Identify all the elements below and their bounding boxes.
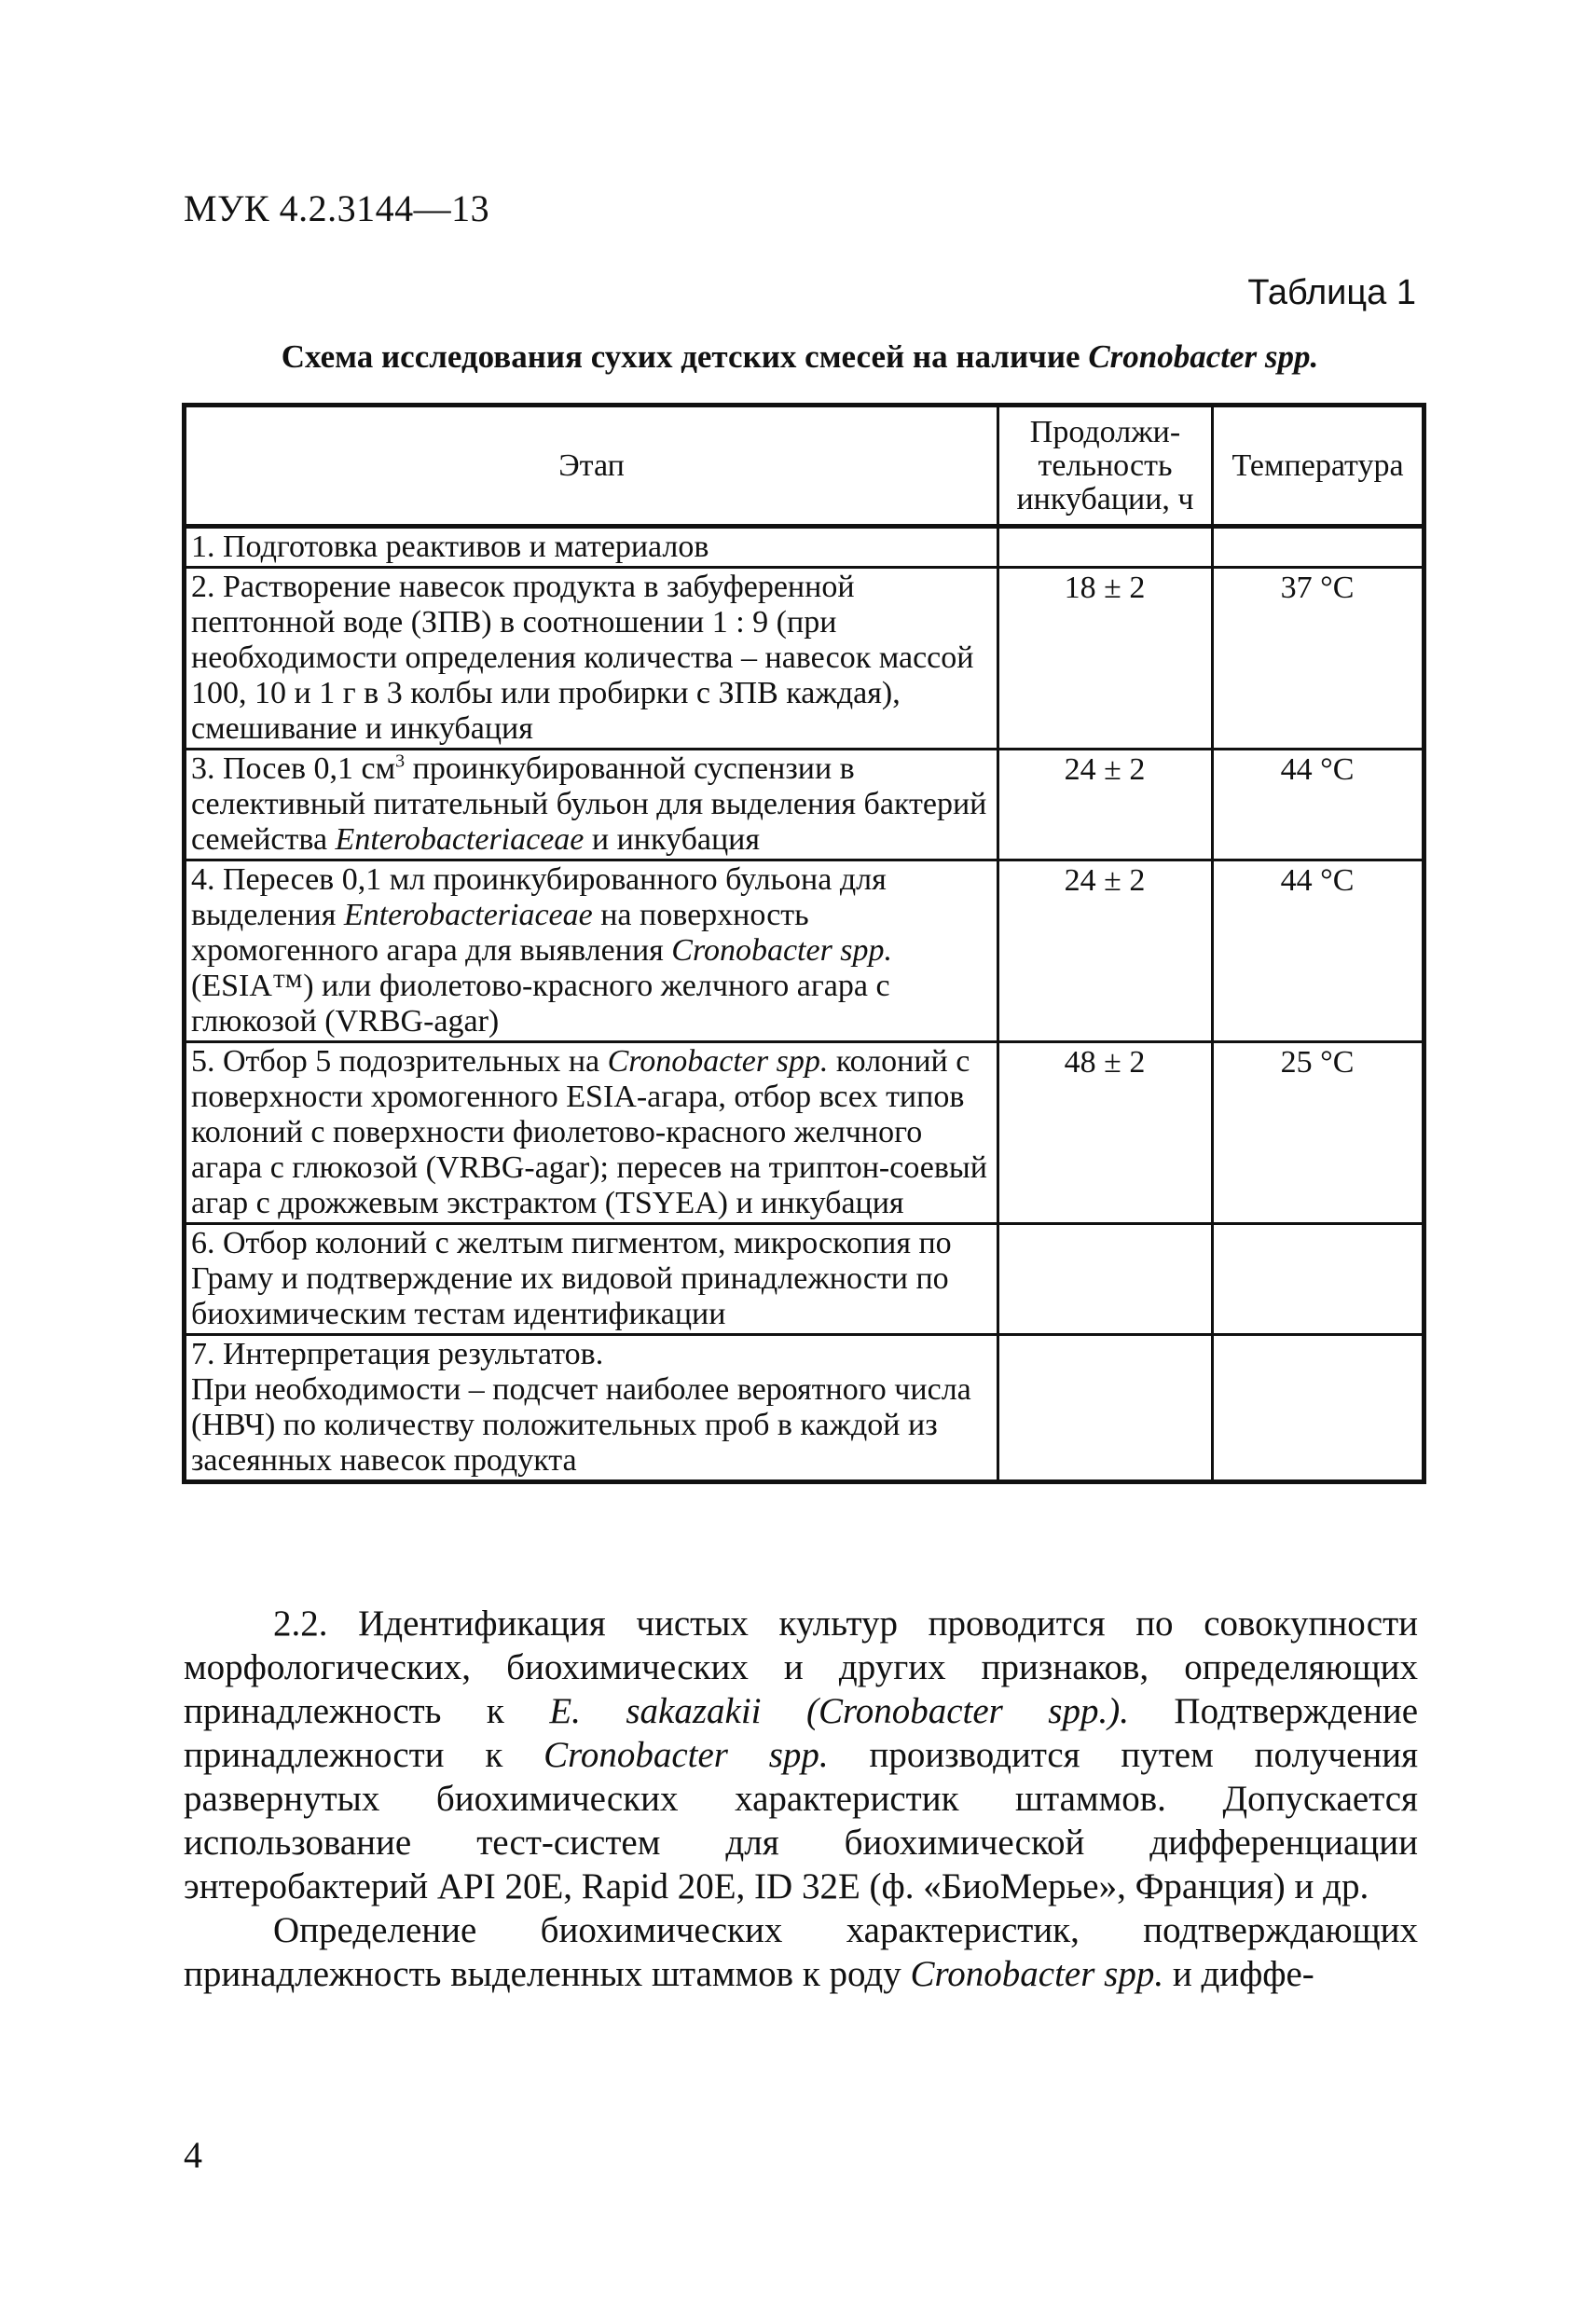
paragraph-text: и диффе-	[1163, 1954, 1314, 1994]
table-title-text: Схема исследования сухих детских смесей на наличие	[281, 338, 1089, 375]
stage-text: (ESIA™) или фиолетово-красного желчного агара с глюкозой (VRBG-agar)	[191, 969, 890, 1039]
stage-italic: Enterobacteriaceae	[335, 822, 585, 857]
table-row	[185, 527, 1424, 568]
table-row	[185, 1042, 1424, 1224]
temperature-cell: 44 °С	[1213, 860, 1424, 1042]
table-label: Таблица 1	[1247, 273, 1416, 312]
stage-text: 3. Посев 0,1 см	[191, 751, 396, 786]
temperature-cell	[1213, 527, 1424, 568]
stage-text: на поверхность хромогенного агара для выявления	[191, 898, 809, 968]
table-row	[185, 1335, 1424, 1482]
temperature-cell	[1213, 1224, 1424, 1335]
body-text	[184, 1602, 1418, 1996]
table-header-row	[185, 406, 1424, 527]
stage-text: 4. Пересев 0,1 мл проинкубированного бульона для выделения	[191, 862, 887, 932]
temperature-cell: 44 °С	[1213, 750, 1424, 860]
temperature-cell: 37 °С	[1213, 568, 1424, 750]
stage-text: 5. Отбор 5 подозрительных на	[191, 1044, 608, 1079]
stage-cell: 2. Растворение навесок продукта в забуференной пептонной воде (ЗПВ) в соотношении 1 : 9 (при необходимости определения количества – навесок массой 100, 10 и 1 г в 3 колбы или пробирки с ЗПВ каждая), смешивание и инкубация	[185, 568, 998, 750]
duration-cell	[998, 527, 1213, 568]
stage-cell: 6. Отбор колоний с желтым пигментом, микроскопия по Граму и подтверждение их видовой принадлежности по биохимическим тестам идентификации	[185, 1224, 998, 1335]
temperature-cell	[1213, 1335, 1424, 1482]
duration-cell: 24 ± 2	[998, 860, 1213, 1042]
col-header-stage: Этап	[185, 406, 998, 527]
paragraph-italic: E. sakazakii (Cronobacter spp.).	[549, 1691, 1129, 1731]
paragraph-text: 2.2. Идентификация чистых культур проводится по совокупности морфологических, биохимических и других признаков, определяющих принадлежность к	[184, 1603, 1418, 1731]
document-code: МУК 4.2.3144—13	[184, 187, 490, 229]
stage-cell	[185, 860, 998, 1042]
table-row	[185, 860, 1424, 1042]
table-title-italic: Cronobacter spp.	[1088, 338, 1319, 375]
stage-text: При необходимости – подсчет наиболее вероятного числа (НВЧ) по количеству положительных проб в каждой из засеянных навесок продукта	[191, 1372, 971, 1478]
stage-text: проинкубированной суспензии в селективный питательный бульон для выделения бактерий семейства	[191, 751, 987, 857]
stage-text: и инкубация	[584, 822, 760, 857]
paragraph	[184, 1602, 1418, 1908]
table-row	[185, 750, 1424, 860]
stage-text: колоний с поверхности хромогенного ESIA-агара, отбор всех типов колоний с поверхности фиолетово-красного желчного агара с глюкозой (VRBG-agar); пересев на триптон-соевый агар с дрожжевым экстрактом (TSYEA) и инкубация	[191, 1044, 987, 1220]
paragraph-italic: Cronobacter spp.	[543, 1735, 829, 1775]
temperature-cell: 25 °С	[1213, 1042, 1424, 1224]
paragraph-text: производится путем получения развернутых биохимических характеристик штаммов. Допускается использование тест-систем для биохимической дифференциации энтеробактерий API 20E, Rapid 20E, ID 32E (ф. «БиоМерье», Франция) и др.	[184, 1735, 1419, 1906]
col-header-temperature: Температура	[1213, 406, 1424, 527]
page-number: 4	[184, 2134, 202, 2176]
superscript: 3	[395, 750, 406, 772]
stage-cell	[185, 750, 998, 860]
stage-italic: Cronobacter spp.	[607, 1044, 829, 1079]
paragraph	[184, 1908, 1418, 1996]
table-title	[184, 338, 1416, 376]
stage-text: 7. Интерпретация результатов.	[191, 1337, 604, 1371]
stage-cell	[185, 1042, 998, 1224]
stage-cell	[185, 1335, 998, 1482]
col-header-duration: Продолжи-тельность инкубации, ч	[998, 406, 1213, 527]
paragraph-text: Подтверждение принадлежности к	[184, 1691, 1419, 1775]
paragraph-italic: Cronobacter spp.	[910, 1954, 1164, 1994]
stage-italic: Cronobacter spp.	[671, 933, 893, 968]
table-row	[185, 1224, 1424, 1335]
duration-cell: 18 ± 2	[998, 568, 1213, 750]
table-row	[185, 568, 1424, 750]
paragraph-text: Определение биохимических характеристик, подтверждающих принадлежность выделенных штаммов к роду	[184, 1910, 1418, 1994]
duration-cell: 48 ± 2	[998, 1042, 1213, 1224]
stage-italic: Enterobacteriaceae	[343, 898, 593, 932]
duration-cell	[998, 1335, 1213, 1482]
stage-cell: 1. Подготовка реактивов и материалов	[185, 527, 998, 568]
research-scheme-table	[182, 403, 1426, 1484]
duration-cell	[998, 1224, 1213, 1335]
duration-cell: 24 ± 2	[998, 750, 1213, 860]
